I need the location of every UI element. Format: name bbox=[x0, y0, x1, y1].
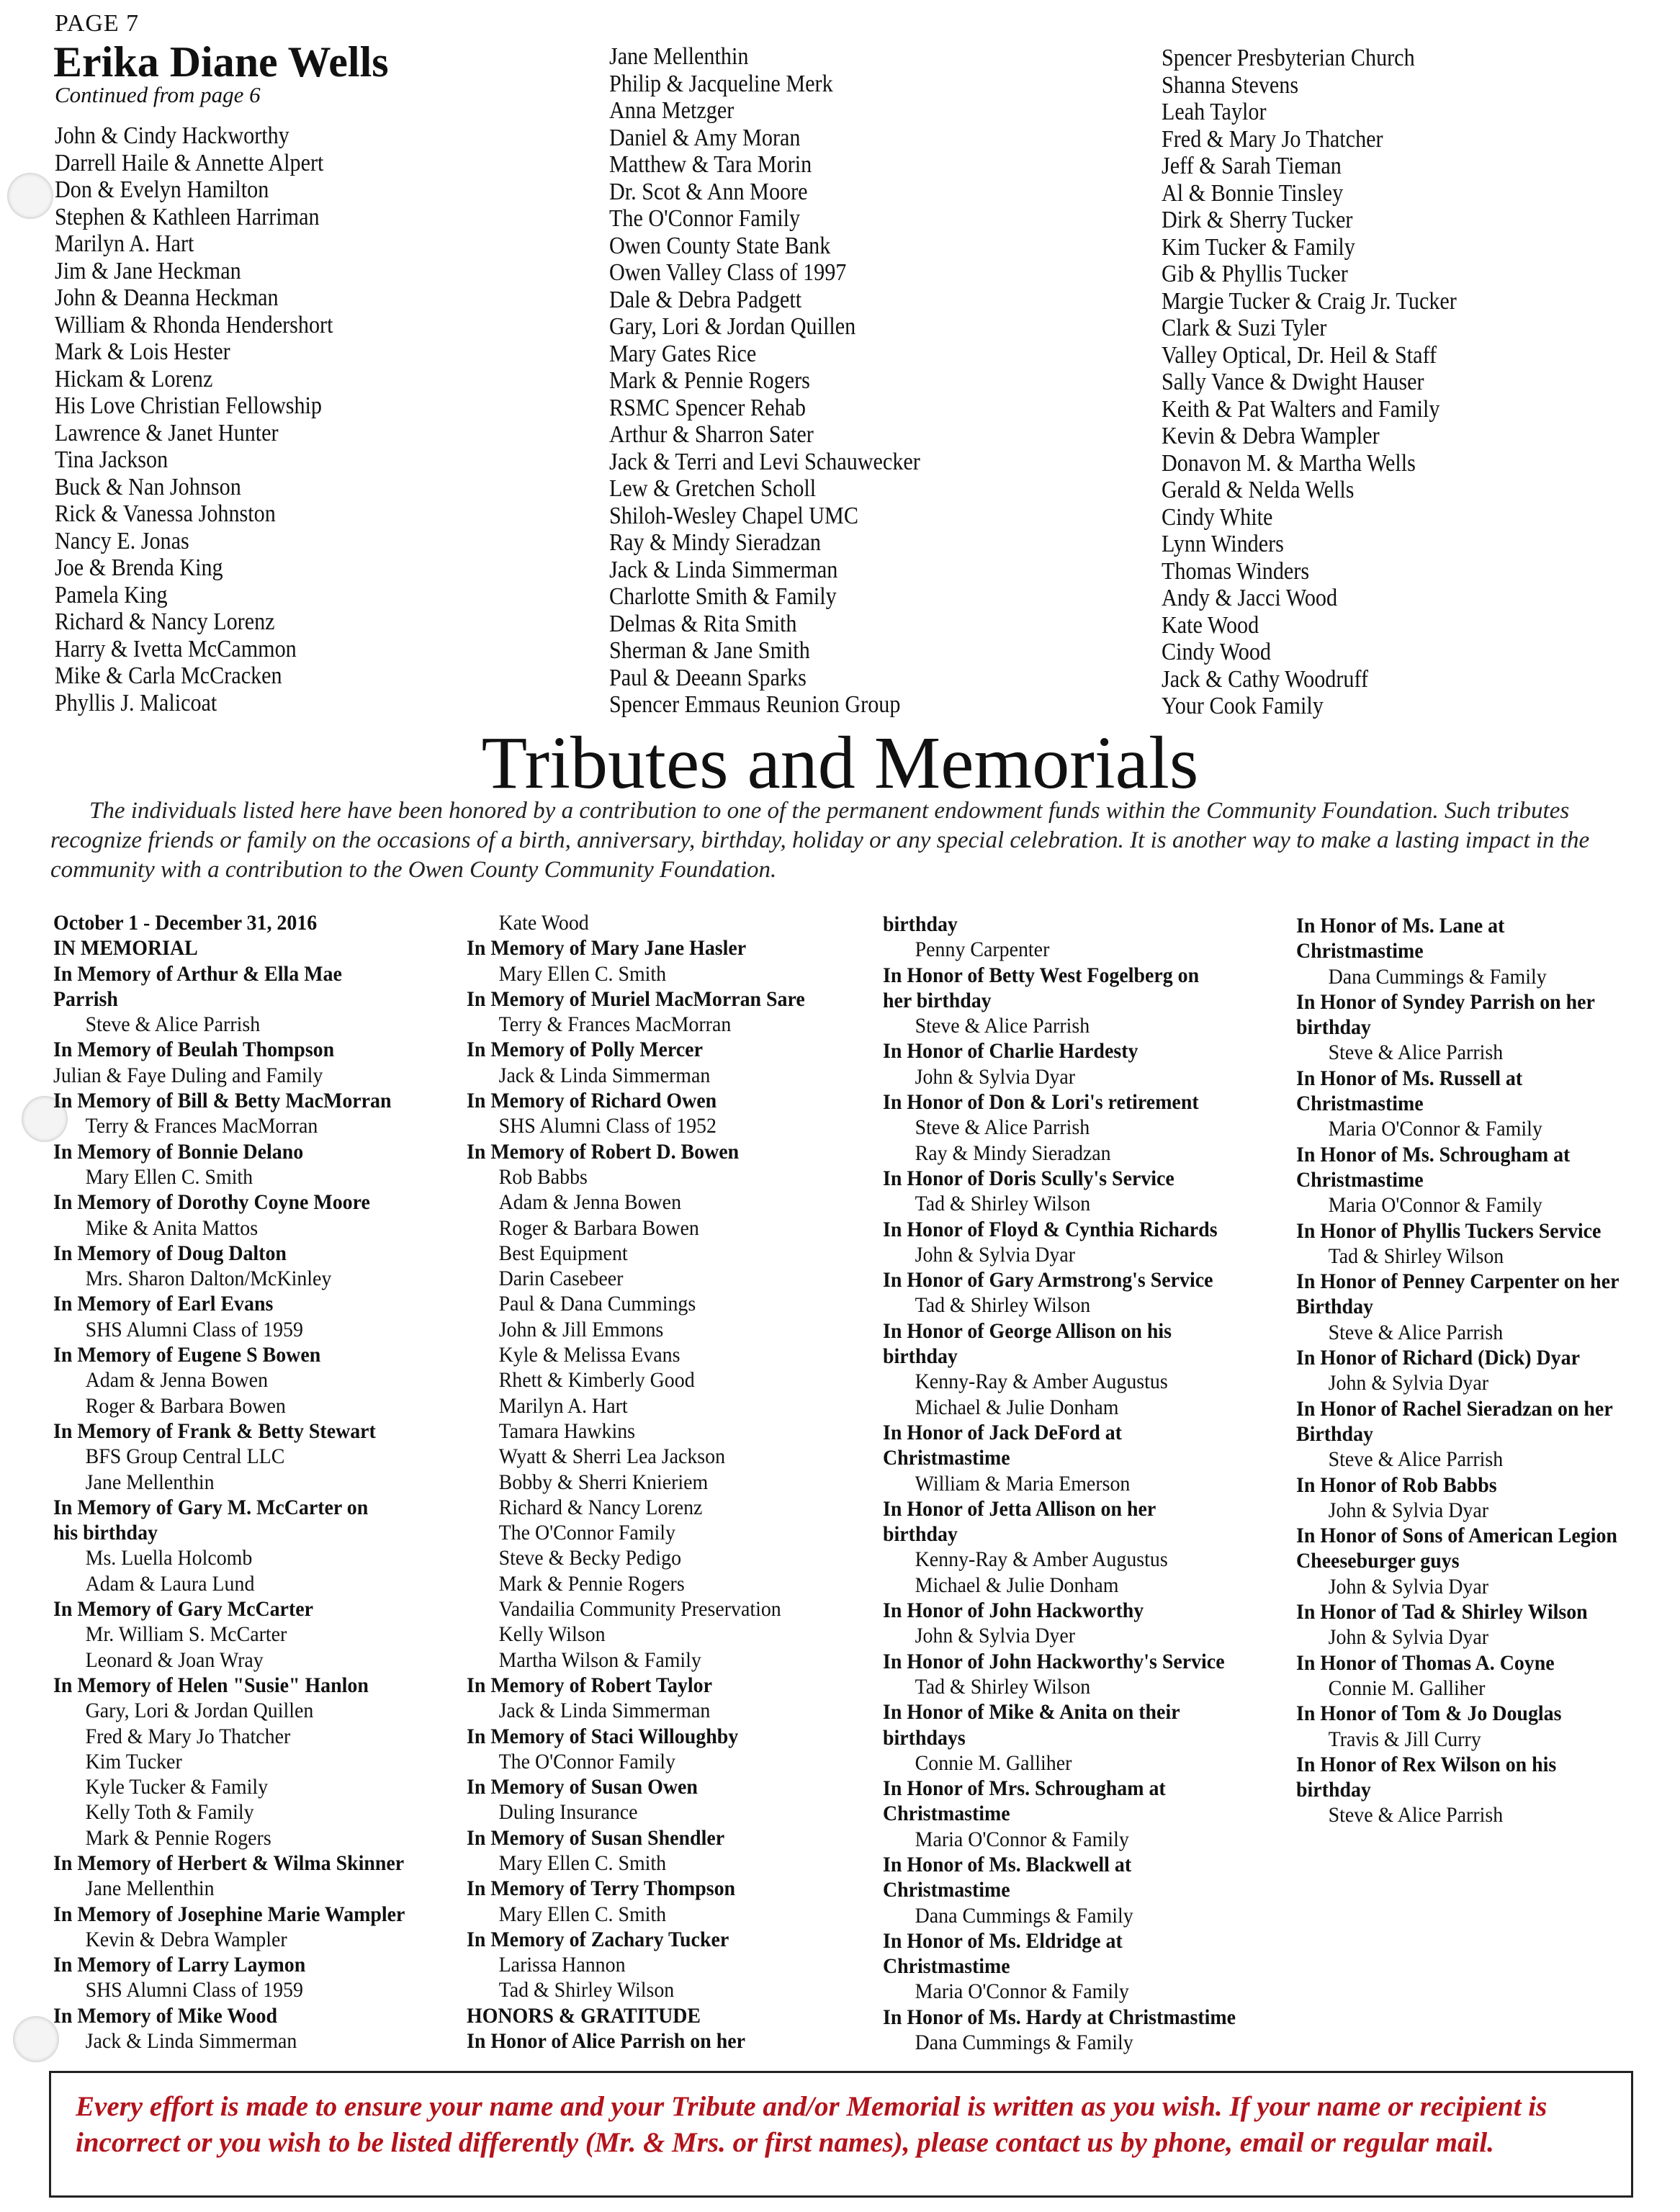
tribute-heading: birthday bbox=[883, 1522, 958, 1547]
donor-name: His Love Christian Fellowship bbox=[55, 392, 323, 419]
donor-name: Fred & Mary Jo Thatcher bbox=[1162, 125, 1383, 153]
contributor-name: Julian & Faye Duling and Family bbox=[53, 1063, 323, 1087]
contributor-name: Marilyn A. Hart bbox=[498, 1393, 628, 1418]
donor-name: Jim & Jane Heckman bbox=[55, 257, 241, 284]
contributor-name: Vandailia Community Preservation bbox=[498, 1597, 781, 1622]
contributor-name: The O'Connor Family bbox=[498, 1749, 675, 1773]
tribute-heading: In Memory of Eugene S Bowen bbox=[53, 1343, 321, 1367]
donor-name: Charlotte Smith & Family bbox=[609, 583, 837, 610]
contributor-name: Steve & Alice Parrish bbox=[915, 1014, 1090, 1038]
contributor-name: Adam & Jenna Bowen bbox=[85, 1368, 269, 1393]
contributor-name: Kelly Wilson bbox=[498, 1622, 606, 1647]
donor-name: Richard & Nancy Lorenz bbox=[55, 608, 275, 635]
contributor-name: Rhett & Kimberly Good bbox=[498, 1368, 695, 1393]
tribute-heading: In Honor of Charlie Hardesty bbox=[883, 1039, 1138, 1064]
donor-name: Rick & Vanessa Johnston bbox=[55, 500, 276, 527]
tribute-heading: In Memory of Beulah Thompson bbox=[53, 1038, 335, 1062]
tribute-heading: In Honor of Ms. Lane at bbox=[1296, 914, 1505, 938]
contributor-name: Tad & Shirley Wilson bbox=[915, 1192, 1091, 1216]
donor-name: Mark & Pennie Rogers bbox=[609, 367, 810, 394]
tribute-heading: In Honor of Tad & Shirley Wilson bbox=[1296, 1600, 1588, 1624]
tribute-heading: In Memory of Robert D. Bowen bbox=[467, 1139, 740, 1164]
donor-name: Spencer Emmaus Reunion Group bbox=[609, 691, 901, 718]
tribute-heading: In Honor of Ms. Blackwell at bbox=[883, 1852, 1132, 1876]
tribute-heading: In Honor of Floyd & Cynthia Richards bbox=[883, 1217, 1218, 1241]
tribute-heading: In Memory of Robert Taylor bbox=[467, 1673, 712, 1697]
tribute-column-2 bbox=[467, 910, 805, 2054]
contributor-name: Connie M. Galliher bbox=[1328, 1676, 1486, 1700]
contributor-name: Mary Ellen C. Smith bbox=[85, 1164, 253, 1189]
contributor-name: John & Sylvia Dyar bbox=[915, 1242, 1076, 1267]
contributor-name: Richard & Nancy Lorenz bbox=[498, 1495, 703, 1519]
donor-name: Jane Mellenthin bbox=[609, 43, 749, 70]
tribute-heading: birthday bbox=[883, 1344, 958, 1369]
contributor-name: Ray & Mindy Sieradzan bbox=[915, 1141, 1111, 1165]
tribute-heading: In Honor of John Hackworthy bbox=[883, 1599, 1144, 1623]
contributor-name: Maria O'Connor & Family bbox=[915, 1827, 1129, 1851]
tribute-heading: In Memory of Arthur & Ella Mae bbox=[53, 961, 342, 986]
tribute-heading: his birthday bbox=[53, 1521, 158, 1545]
contributor-name: Steve & Alice Parrish bbox=[1328, 1040, 1504, 1065]
donor-name: John & Deanna Heckman bbox=[55, 284, 279, 311]
tribute-heading: Christmastime bbox=[883, 1878, 1010, 1902]
contributor-name: John & Sylvia Dyar bbox=[1328, 1574, 1489, 1599]
contributor-name: John & Sylvia Dyar bbox=[1328, 1625, 1489, 1650]
contributor-name: Michael & Julie Donham bbox=[915, 1395, 1119, 1419]
donor-name: Jack & Terri and Levi Schauwecker bbox=[609, 448, 920, 475]
donor-name: Matthew & Tara Morin bbox=[609, 151, 812, 178]
tribute-heading: In Honor of Gary Armstrong's Service bbox=[883, 1268, 1213, 1292]
tribute-heading: HONORS & GRATITUDE bbox=[467, 2003, 701, 2028]
tribute-heading: In Honor of John Hackworthy's Service bbox=[883, 1649, 1225, 1673]
contributor-name: Tamara Hawkins bbox=[498, 1419, 636, 1443]
donor-name: Dale & Debra Padgett bbox=[609, 286, 802, 313]
contributor-name: Kenny-Ray & Amber Augustus bbox=[915, 1547, 1168, 1572]
tribute-heading: IN MEMORIAL bbox=[53, 936, 198, 961]
donor-name: Gary, Lori & Jordan Quillen bbox=[609, 313, 856, 340]
tribute-heading: In Honor of Betty West Fogelberg on bbox=[883, 963, 1200, 987]
contributor-name: Darin Casebeer bbox=[498, 1267, 624, 1291]
donor-name: Lynn Winders bbox=[1162, 531, 1284, 557]
donor-name: Sally Vance & Dwight Hauser bbox=[1162, 369, 1424, 395]
donor-name: Mark & Lois Hester bbox=[55, 338, 230, 365]
donor-name: Spencer Presbyterian Church bbox=[1162, 45, 1415, 71]
donor-name: Delmas & Rita Smith bbox=[609, 610, 797, 637]
donor-name: Keith & Pat Walters and Family bbox=[1162, 395, 1440, 423]
tribute-heading: her birthday bbox=[883, 988, 992, 1012]
contributor-name: Michael & Julie Donham bbox=[915, 1573, 1119, 1597]
tribute-heading: In Memory of Herbert & Wilma Skinner bbox=[53, 1851, 405, 1875]
tribute-heading: In Memory of Richard Owen bbox=[467, 1089, 717, 1113]
donor-name: Mary Gates Rice bbox=[609, 340, 757, 367]
contributor-name: Duling Insurance bbox=[498, 1800, 638, 1825]
tribute-heading: In Memory of Larry Laymon bbox=[53, 1953, 306, 1977]
donor-name: Jack & Linda Simmerman bbox=[609, 556, 838, 583]
contributor-name: Jack & Linda Simmerman bbox=[85, 2029, 297, 2054]
tribute-heading: In Honor of Thomas A. Coyne bbox=[1296, 1650, 1555, 1675]
tribute-heading: In Memory of Mary Jane Hasler bbox=[467, 936, 747, 961]
tribute-column-1 bbox=[53, 910, 405, 2054]
donor-name: Cindy White bbox=[1162, 503, 1273, 531]
contributor-name: Adam & Jenna Bowen bbox=[498, 1190, 682, 1215]
donor-name: Arthur & Sharron Sater bbox=[609, 421, 814, 448]
contributor-name: SHS Alumni Class of 1959 bbox=[85, 1978, 303, 2002]
contributor-name: Ms. Luella Holcomb bbox=[85, 1546, 253, 1570]
donor-name: Lawrence & Janet Hunter bbox=[55, 419, 279, 446]
tribute-heading: In Honor of Alice Parrish on her bbox=[467, 2029, 745, 2054]
tribute-heading: In Honor of Ms. Schrougham at bbox=[1296, 1142, 1571, 1166]
donor-name: Kim Tucker & Family bbox=[1162, 233, 1355, 261]
contributor-name: Travis & Jill Curry bbox=[1328, 1727, 1481, 1751]
tribute-heading: In Memory of Staci Willoughby bbox=[467, 1724, 739, 1748]
contributor-name: John & Sylvia Dyar bbox=[1328, 1498, 1489, 1522]
tribute-heading: In Honor of Mike & Anita on their bbox=[883, 1700, 1180, 1725]
tribute-heading: Cheeseburger guys bbox=[1296, 1549, 1460, 1573]
tribute-heading: Christmastime bbox=[1296, 1167, 1424, 1192]
contributor-name: Adam & Laura Lund bbox=[85, 1571, 255, 1596]
donor-name: Dirk & Sherry Tucker bbox=[1162, 207, 1353, 233]
tribute-heading: In Honor of Ms. Eldridge at bbox=[883, 1928, 1123, 1953]
donor-name: John & Cindy Hackworthy bbox=[55, 122, 289, 149]
donor-name: William & Rhonda Hendershort bbox=[55, 311, 333, 338]
contributor-name: Kim Tucker bbox=[85, 1749, 182, 1773]
tributes-intro bbox=[50, 796, 1656, 885]
donor-name: Andy & Jacci Wood bbox=[1162, 585, 1338, 611]
tribute-heading: In Memory of Helen "Susie" Hanlon bbox=[53, 1673, 369, 1697]
contributor-name: Steve & Alice Parrish bbox=[85, 1012, 261, 1037]
contributor-name: Kyle & Melissa Evans bbox=[498, 1343, 680, 1367]
notice-box bbox=[49, 2071, 1633, 2198]
donor-name: Mike & Carla McCracken bbox=[55, 662, 282, 689]
tribute-heading: Christmastime bbox=[883, 1802, 1010, 1826]
donor-name: Leah Taylor bbox=[1162, 99, 1267, 125]
contributor-name: Maria O'Connor & Family bbox=[1328, 1117, 1542, 1141]
donor-name: Gib & Phyllis Tucker bbox=[1162, 261, 1348, 287]
contributor-name: Tad & Shirley Wilson bbox=[915, 1674, 1091, 1699]
tribute-heading: Birthday bbox=[1296, 1421, 1373, 1446]
contributor-name: Tad & Shirley Wilson bbox=[498, 1978, 675, 2002]
donor-name: Joe & Brenda King bbox=[55, 554, 223, 581]
donor-name: Daniel & Amy Moran bbox=[609, 124, 801, 151]
donor-name: Stephen & Kathleen Harriman bbox=[55, 203, 320, 230]
contributor-name: Martha Wilson & Family bbox=[498, 1647, 701, 1672]
tribute-heading: In Memory of Earl Evans bbox=[53, 1292, 274, 1316]
contributor-name: Steve & Alice Parrish bbox=[1328, 1447, 1504, 1472]
tribute-heading: In Honor of Rob Babbs bbox=[1296, 1473, 1497, 1497]
tribute-heading: In Memory of Polly Mercer bbox=[467, 1038, 703, 1062]
donor-name: Tina Jackson bbox=[55, 446, 169, 473]
donor-name: Jack & Cathy Woodruff bbox=[1162, 665, 1369, 693]
contributor-name: Mary Ellen C. Smith bbox=[498, 961, 667, 986]
tribute-heading: Christmastime bbox=[1296, 939, 1424, 963]
contributor-name: BFS Group Central LLC bbox=[85, 1444, 285, 1469]
tribute-heading: Parrish bbox=[53, 986, 118, 1011]
tribute-heading: In Memory of Bonnie Delano bbox=[53, 1139, 304, 1164]
contributor-name: Tad & Shirley Wilson bbox=[1328, 1244, 1504, 1268]
contributor-name: Leonard & Joan Wray bbox=[85, 1647, 264, 1672]
punch-hole-top bbox=[7, 173, 53, 219]
tribute-heading: In Honor of Rachel Sieradzan on her bbox=[1296, 1396, 1613, 1421]
donor-name: Donavon M. & Martha Wells bbox=[1162, 449, 1416, 477]
punch-hole-bottom bbox=[13, 2016, 59, 2062]
contributor-name: Roger & Barbara Bowen bbox=[85, 1393, 286, 1418]
tribute-heading: In Honor of Penney Carpenter on her bbox=[1296, 1269, 1620, 1294]
tribute-heading: In Honor of Ms. Hardy at Christmastime bbox=[883, 2005, 1236, 2029]
donor-name: Don & Evelyn Hamilton bbox=[55, 176, 269, 203]
date-range: October 1 - December 31, 2016 bbox=[53, 911, 318, 935]
contributor-name: Dana Cummings & Family bbox=[1328, 964, 1547, 989]
contributor-name: Terry & Frances MacMorran bbox=[85, 1114, 318, 1138]
donor-name: Darrell Haile & Annette Alpert bbox=[55, 149, 324, 176]
contributor-name: Mrs. Sharon Dalton/McKinley bbox=[85, 1267, 332, 1291]
contributor-name: Mr. William S. McCarter bbox=[85, 1622, 287, 1647]
donor-list-column-2 bbox=[609, 43, 920, 719]
tribute-heading: In Honor of Mrs. Schrougham at bbox=[883, 1776, 1166, 1801]
contributor-name: Kyle Tucker & Family bbox=[85, 1775, 269, 1799]
tribute-heading: In Memory of Zachary Tucker bbox=[467, 1927, 729, 1951]
contributor-name: Jack & Linda Simmerman bbox=[498, 1699, 711, 1723]
contributor-name: Dana Cummings & Family bbox=[915, 1903, 1133, 1928]
tribute-heading: In Honor of Doris Scully's Service bbox=[883, 1166, 1174, 1190]
donor-name: Nancy E. Jonas bbox=[55, 527, 189, 554]
tribute-heading: In Honor of Syndey Parrish on her bbox=[1296, 989, 1595, 1014]
donor-name: Pamela King bbox=[55, 581, 168, 608]
donor-name: Buck & Nan Johnson bbox=[55, 473, 241, 500]
tribute-heading: Christmastime bbox=[883, 1954, 1010, 1979]
donor-name: Kate Wood bbox=[1162, 611, 1259, 639]
section-title: Erika Diane Wells bbox=[53, 38, 389, 86]
contributor-name: Steve & Alice Parrish bbox=[915, 1115, 1090, 1140]
donor-name: Philip & Jacqueline Merk bbox=[609, 70, 833, 97]
tribute-heading: In Memory of Mike Wood bbox=[53, 2003, 278, 2028]
donor-name: Shanna Stevens bbox=[1162, 71, 1299, 99]
contributor-name: Larissa Hannon bbox=[498, 1953, 626, 1977]
tribute-column-3 bbox=[883, 912, 1236, 2055]
notice-text: Every effort is made to ensure your name and your Tribute and/or Memorial is written as you wish. If your name or recipient is incorrect or you wish to be listed differently (Mr. & Mrs. or first names), please contact us by phone, email or regular mail. bbox=[76, 2091, 1548, 2158]
contributor-name: Kenny-Ray & Amber Augustus bbox=[915, 1370, 1168, 1394]
tribute-heading: birthdays bbox=[883, 1725, 966, 1750]
contributor-name: Dana Cummings & Family bbox=[915, 2031, 1133, 2055]
continued-note: Continued from page 6 bbox=[55, 82, 261, 107]
tribute-heading: In Honor of Rex Wilson on his bbox=[1296, 1752, 1557, 1776]
contributor-name: Kelly Toth & Family bbox=[85, 1800, 254, 1825]
donor-name: The O'Connor Family bbox=[609, 205, 801, 232]
donor-name: Lew & Gretchen Scholl bbox=[609, 475, 817, 502]
donor-name: Clark & Suzi Tyler bbox=[1162, 315, 1327, 341]
contributor-name: Connie M. Galliher bbox=[915, 1750, 1072, 1775]
contributor-name: Maria O'Connor & Family bbox=[915, 1979, 1129, 2004]
contributor-name: Paul & Dana Cummings bbox=[498, 1292, 696, 1316]
donor-name: Marilyn A. Hart bbox=[55, 230, 194, 257]
tribute-heading: In Memory of Dorothy Coyne Moore bbox=[53, 1190, 370, 1215]
donor-name: Owen Valley Class of 1997 bbox=[609, 259, 847, 286]
tribute-heading: In Memory of Susan Shendler bbox=[467, 1825, 725, 1850]
donor-name: Al & Bonnie Tinsley bbox=[1162, 179, 1344, 207]
tribute-heading: In Memory of Frank & Betty Stewart bbox=[53, 1419, 376, 1443]
tribute-heading: birthday bbox=[883, 912, 958, 936]
donor-name: RSMC Spencer Rehab bbox=[609, 394, 807, 421]
tribute-heading: In Honor of Tom & Jo Douglas bbox=[1296, 1701, 1562, 1726]
contributor-name: John & Sylvia Dyer bbox=[915, 1624, 1076, 1648]
contributor-name: SHS Alumni Class of 1952 bbox=[498, 1114, 717, 1138]
contributor-name: Penny Carpenter bbox=[915, 938, 1050, 962]
donor-list-column-1 bbox=[55, 122, 333, 716]
tribute-heading: Christmastime bbox=[1296, 1092, 1424, 1116]
contributor-name: Mary Ellen C. Smith bbox=[498, 1902, 667, 1926]
donor-name: Shiloh-Wesley Chapel UMC bbox=[609, 502, 858, 529]
tribute-heading: In Honor of Don & Lori's retirement bbox=[883, 1090, 1199, 1115]
contributor-name: John & Sylvia Dyar bbox=[1328, 1371, 1489, 1395]
tribute-column-4 bbox=[1296, 913, 1619, 1828]
tribute-heading: In Memory of Susan Owen bbox=[467, 1775, 698, 1799]
contributor-name: Terry & Frances MacMorran bbox=[498, 1012, 732, 1037]
contributor-name: Kate Wood bbox=[498, 911, 589, 935]
contributor-name: John & Sylvia Dyar bbox=[915, 1064, 1076, 1089]
donor-name: Paul & Deeann Sparks bbox=[609, 664, 807, 691]
contributor-name: Roger & Barbara Bowen bbox=[498, 1215, 699, 1240]
contributor-name: Mike & Anita Mattos bbox=[85, 1215, 259, 1240]
contributor-name: Maria O'Connor & Family bbox=[1328, 1193, 1542, 1218]
intro-text: The individuals listed here have been honored by a contribution to one of the permanent endowment funds within the Community Foundation. Such tributes recognize friends or family on the occasions of a birth, anniversary, birthday, holiday or any special celebration. It is another way to make a lasting impact in the community with a contribution to the Owen County Community Foundation. bbox=[50, 798, 1590, 883]
tribute-heading: In Memory of Bill & Betty MacMorran bbox=[53, 1089, 392, 1113]
donor-name: Margie Tucker & Craig Jr. Tucker bbox=[1162, 287, 1457, 315]
tribute-heading: In Honor of Richard (Dick) Dyar bbox=[1296, 1346, 1580, 1370]
contributor-name: Steve & Becky Pedigo bbox=[498, 1546, 682, 1570]
contributor-name: SHS Alumni Class of 1959 bbox=[85, 1317, 303, 1341]
contributor-name: Mark & Pennie Rogers bbox=[498, 1571, 685, 1596]
contributor-name: Jane Mellenthin bbox=[85, 1470, 215, 1494]
contributor-name: Best Equipment bbox=[498, 1241, 628, 1265]
tribute-heading: In Memory of Gary M. McCarter on bbox=[53, 1495, 369, 1519]
contributor-name: Steve & Alice Parrish bbox=[1328, 1320, 1504, 1344]
donor-name: Owen County State Bank bbox=[609, 232, 831, 259]
tribute-heading: In Honor of Sons of American Legion bbox=[1296, 1524, 1617, 1548]
contributor-name: Bobby & Sherri Knieriem bbox=[498, 1470, 709, 1494]
contributor-name: Gary, Lori & Jordan Quillen bbox=[85, 1699, 314, 1723]
donor-name: Valley Optical, Dr. Heil & Staff bbox=[1162, 341, 1437, 369]
page-number: PAGE 7 bbox=[55, 10, 140, 37]
donor-name: Phyllis J. Malicoat bbox=[55, 689, 217, 716]
donor-name: Harry & Ivetta McCammon bbox=[55, 635, 297, 662]
contributor-name: Steve & Alice Parrish bbox=[1328, 1803, 1504, 1827]
tribute-heading: In Honor of Jetta Allison on her bbox=[883, 1496, 1156, 1521]
tribute-heading: In Honor of Ms. Russell at bbox=[1296, 1066, 1523, 1090]
contributor-name: Tad & Shirley Wilson bbox=[915, 1293, 1091, 1318]
tribute-heading: In Honor of Jack DeFord at bbox=[883, 1420, 1122, 1444]
donor-name: Cindy Wood bbox=[1162, 639, 1271, 665]
contributor-name: Wyatt & Sherri Lea Jackson bbox=[498, 1444, 726, 1469]
donor-name: Dr. Scot & Ann Moore bbox=[609, 178, 808, 205]
tribute-heading: In Memory of Muriel MacMorran Sare bbox=[467, 986, 805, 1011]
tribute-heading: In Memory of Doug Dalton bbox=[53, 1241, 287, 1265]
tribute-heading: birthday bbox=[1296, 1778, 1371, 1802]
contributor-name: Rob Babbs bbox=[498, 1164, 588, 1189]
tribute-heading: In Honor of Phyllis Tuckers Service bbox=[1296, 1218, 1602, 1243]
donor-name: Your Cook Family bbox=[1162, 693, 1324, 719]
tributes-heading: Tributes and Memorials bbox=[481, 721, 1199, 804]
contributor-name: Kevin & Debra Wampler bbox=[85, 1927, 287, 1951]
donor-name: Gerald & Nelda Wells bbox=[1162, 477, 1355, 503]
donor-name: Thomas Winders bbox=[1162, 557, 1310, 585]
tribute-heading: In Memory of Josephine Marie Wampler bbox=[53, 1902, 405, 1926]
contributor-name: Jane Mellenthin bbox=[85, 1876, 215, 1901]
donor-name: Sherman & Jane Smith bbox=[609, 637, 810, 664]
tribute-heading: Christmastime bbox=[883, 1446, 1010, 1470]
donor-name: Anna Metzger bbox=[609, 97, 735, 124]
tribute-heading: In Honor of George Allison on his bbox=[883, 1318, 1172, 1343]
contributor-name: Mark & Pennie Rogers bbox=[85, 1825, 271, 1850]
donor-name: Hickam & Lorenz bbox=[55, 365, 213, 392]
donor-name: Jeff & Sarah Tieman bbox=[1162, 153, 1342, 179]
contributor-name: John & Jill Emmons bbox=[498, 1317, 664, 1341]
contributor-name: The O'Connor Family bbox=[498, 1521, 675, 1545]
tribute-heading: In Memory of Gary McCarter bbox=[53, 1597, 313, 1622]
tribute-heading: birthday bbox=[1296, 1015, 1371, 1040]
donor-name: Kevin & Debra Wampler bbox=[1162, 423, 1380, 449]
donor-name: Ray & Mindy Sieradzan bbox=[609, 529, 821, 556]
tribute-heading: In Memory of Terry Thompson bbox=[467, 1876, 736, 1901]
contributor-name: William & Maria Emerson bbox=[915, 1471, 1131, 1496]
contributor-name: Fred & Mary Jo Thatcher bbox=[85, 1724, 291, 1748]
contributor-name: Jack & Linda Simmerman bbox=[498, 1063, 711, 1087]
tribute-heading: Birthday bbox=[1296, 1295, 1373, 1319]
donor-list-column-3 bbox=[1162, 45, 1457, 720]
contributor-name: Mary Ellen C. Smith bbox=[498, 1851, 667, 1875]
